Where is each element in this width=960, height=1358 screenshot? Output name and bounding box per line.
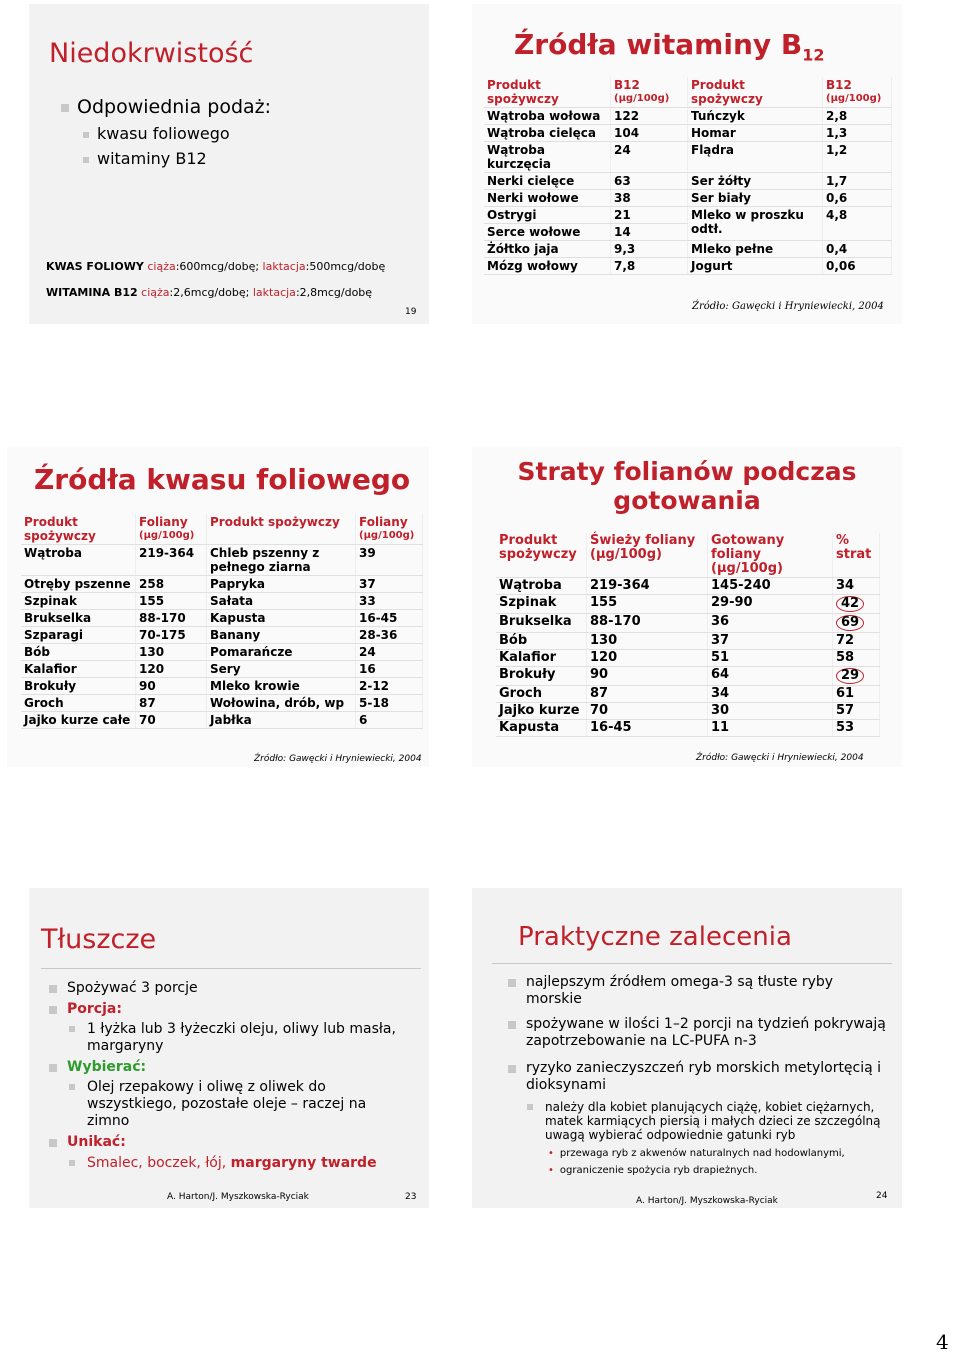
slide-title: Tłuszcze <box>41 924 157 955</box>
table-row: Jajko kurze 70 30 57 <box>496 703 880 720</box>
bullet-square-icon <box>83 157 89 163</box>
slide-praktyczne-zalecenia <box>472 888 902 1208</box>
witamina-b12-line: WITAMINA B12 ciąża:2,6mcg/dobę; laktacja:2,8mcg/dobę <box>46 286 373 299</box>
bullet: Unikać: <box>49 1134 419 1151</box>
folic-table <box>21 514 423 729</box>
sub-bullet: Smalec, boczek, łój, margaryny twarde <box>69 1155 414 1172</box>
slide-title: Straty folianów podczas gotowania <box>517 457 857 515</box>
bullet-square-icon <box>49 1139 57 1147</box>
table-row: Brukselka 88-170 36 69 <box>496 614 880 633</box>
table-row: Groch 87 34 61 <box>496 686 880 703</box>
slide-title: Źródła witaminy $B_{12}$ <box>514 28 825 65</box>
slide-niedokrwistosc <box>29 4 429 324</box>
table-row: Szpinak 155 Sałata 33 <box>21 593 423 610</box>
kwas-foliowy-line: KWAS FOLIOWY ciąża:600mcg/dobę; laktacja:500mcg/dobę <box>46 260 386 273</box>
source-note: Źródło: Gawęcki i Hryniewiecki, 2004 <box>254 754 422 764</box>
page-number: 19 <box>405 307 417 317</box>
table-row: Bób 130 37 72 <box>496 633 880 650</box>
sub-bullet: należy dla kobiet planujących ciążę, kobiet ciężarnych, matek karmiących piersią i małych dzieci ze szczególną uwagą wybierać odpowiednie gatunki ryb <box>527 1100 892 1142</box>
bullet-square-icon <box>49 1006 57 1014</box>
bullet-main: Odpowiednia podaż: <box>61 96 271 118</box>
source-note: Źródło: Gawęcki i Hryniewiecki, 2004 <box>692 301 884 312</box>
author: A. Harton/J. Myszkowska-Ryciak <box>167 1192 309 1202</box>
table-row: Serce wołowe 14 <box>484 224 892 241</box>
table-header: Produkt spożywczy B12 (µg/100g) Produkt spożywczy B12 (µg/100g) <box>484 77 892 108</box>
bullet-square-icon <box>61 104 69 112</box>
sub-sub-bullet: • ograniczenie spożycia ryb drapieżnych. <box>548 1165 758 1176</box>
table-row: Kalafior 120 51 58 <box>496 650 880 667</box>
divider <box>41 968 421 969</box>
author: A. Harton/J. Myszkowska-Ryciak <box>636 1196 778 1206</box>
table-row: Brokuły 90 64 29 <box>496 667 880 686</box>
table-row: Szparagi 70-175 Banany 28-36 <box>21 627 423 644</box>
slide-zrodla-kwasu-foliowego <box>7 447 429 767</box>
table-header: Produkt spożywczy Foliany (µg/100g) Produkt spożywczy Foliany (µg/100g) <box>21 514 423 545</box>
slide-straty-folianow <box>472 447 902 767</box>
bullet-square-icon <box>69 1026 75 1032</box>
slide-zrodla-b12 <box>472 4 902 324</box>
bullet-square-icon <box>508 1065 516 1073</box>
table-row: Wątroba 219-364 145-240 34 <box>496 578 880 595</box>
bullet-sub-1: kwasu foliowego <box>83 124 230 143</box>
table-row: Mózg wołowy 7,8 Jogurt 0,06 <box>484 258 892 275</box>
source-note: Źródło: Gawęcki i Hryniewiecki, 2004 <box>696 753 864 763</box>
slide-title: Źródła kwasu foliowego <box>34 463 411 496</box>
bullet-square-icon <box>508 1021 516 1029</box>
circled-value: 29 <box>836 668 864 684</box>
table-row: Wątroba 219-364 Chleb pszenny z pełnego ziarna 39 <box>21 545 423 576</box>
loss-table <box>496 533 880 737</box>
b12-table <box>484 77 892 275</box>
table-row: Szpinak 155 29-90 42 <box>496 595 880 614</box>
table-row: Brukselka 88-170 Kapusta 16-45 <box>21 610 423 627</box>
document-page-number: 4 <box>936 1330 949 1354</box>
bullet-square-icon <box>69 1084 75 1090</box>
sub-sub-bullet: • przewaga ryb z akwenów naturalnych nad hodowlanymi, <box>548 1148 845 1159</box>
bullet: ryzyko zanieczyszczeń ryb morskich metylortęcią i dioksynami <box>508 1060 892 1094</box>
slide-title: Praktyczne zalecenia <box>518 922 792 952</box>
sub-bullet: 1 łyżka lub 3 łyżeczki oleju, oliwy lub masła, margaryny <box>69 1021 414 1055</box>
bullet: najlepszym źródłem omega-3 są tłuste ryby morskie <box>508 974 892 1008</box>
bullet: Porcja: <box>49 1001 419 1018</box>
bullet: Spożywać 3 porcje <box>49 980 419 997</box>
table-row: Wątroba kurczęcia 24 Flądra 1,2 <box>484 142 892 173</box>
table-row: Wątroba wołowa 122 Tuńczyk 2,8 <box>484 108 892 125</box>
bullet-square-icon <box>527 1104 533 1110</box>
circled-value: 69 <box>836 615 864 631</box>
table-row: Ostrygi 21 Mleko w proszku odtł. 4,8 <box>484 207 892 224</box>
slide-tluszcze <box>29 888 429 1208</box>
bullet-dot-icon: • <box>548 1148 554 1159</box>
bullet-square-icon <box>49 1064 57 1072</box>
page-number: 24 <box>876 1191 888 1201</box>
bullet-square-icon <box>49 985 57 993</box>
table-row: Kalafior 120 Sery 16 <box>21 661 423 678</box>
bullet: Wybierać: <box>49 1059 419 1076</box>
table-row: Nerki wołowe 38 Ser biały 0,6 <box>484 190 892 207</box>
bullet: spożywane w ilości 1–2 porcji na tydzień pokrywają zapotrzebowanie na LC-PUFA n-3 <box>508 1016 892 1050</box>
bullet-dot-icon: • <box>548 1165 554 1176</box>
divider <box>492 963 892 964</box>
bullet-square-icon <box>69 1160 75 1166</box>
page-number: 23 <box>405 1192 417 1202</box>
table-row: Otręby pszenne 258 Papryka 37 <box>21 576 423 593</box>
slide-title: Niedokrwistość <box>49 38 254 69</box>
table-row: Jajko kurze całe 70 Jabłka 6 <box>21 712 423 729</box>
circled-value: 42 <box>836 596 864 612</box>
table-row: Wątroba cielęca 104 Homar 1,3 <box>484 125 892 142</box>
bullet-square-icon <box>83 132 89 138</box>
table-row: Brokuły 90 Mleko krowie 2-12 <box>21 678 423 695</box>
table-row: Żółtko jaja 9,3 Mleko pełne 0,4 <box>484 241 892 258</box>
sub-bullet: Olej rzepakowy i oliwę z oliwek do wszystkiego, pozostałe oleje – raczej na zimno <box>69 1079 389 1130</box>
table-row: Nerki cielęce 63 Ser żółty 1,7 <box>484 173 892 190</box>
table-row: Kapusta 16-45 11 53 <box>496 720 880 737</box>
bullet-square-icon <box>508 979 516 987</box>
bullet-sub-2: witaminy B12 <box>83 149 207 168</box>
table-header: Produkt spożywczy Świeży foliany (µg/100g) Gotowany foliany (µg/100g) % strat <box>496 533 880 578</box>
table-row: Groch 87 Wołowina, drób, wp 5-18 <box>21 695 423 712</box>
table-row: Bób 130 Pomarańcze 24 <box>21 644 423 661</box>
